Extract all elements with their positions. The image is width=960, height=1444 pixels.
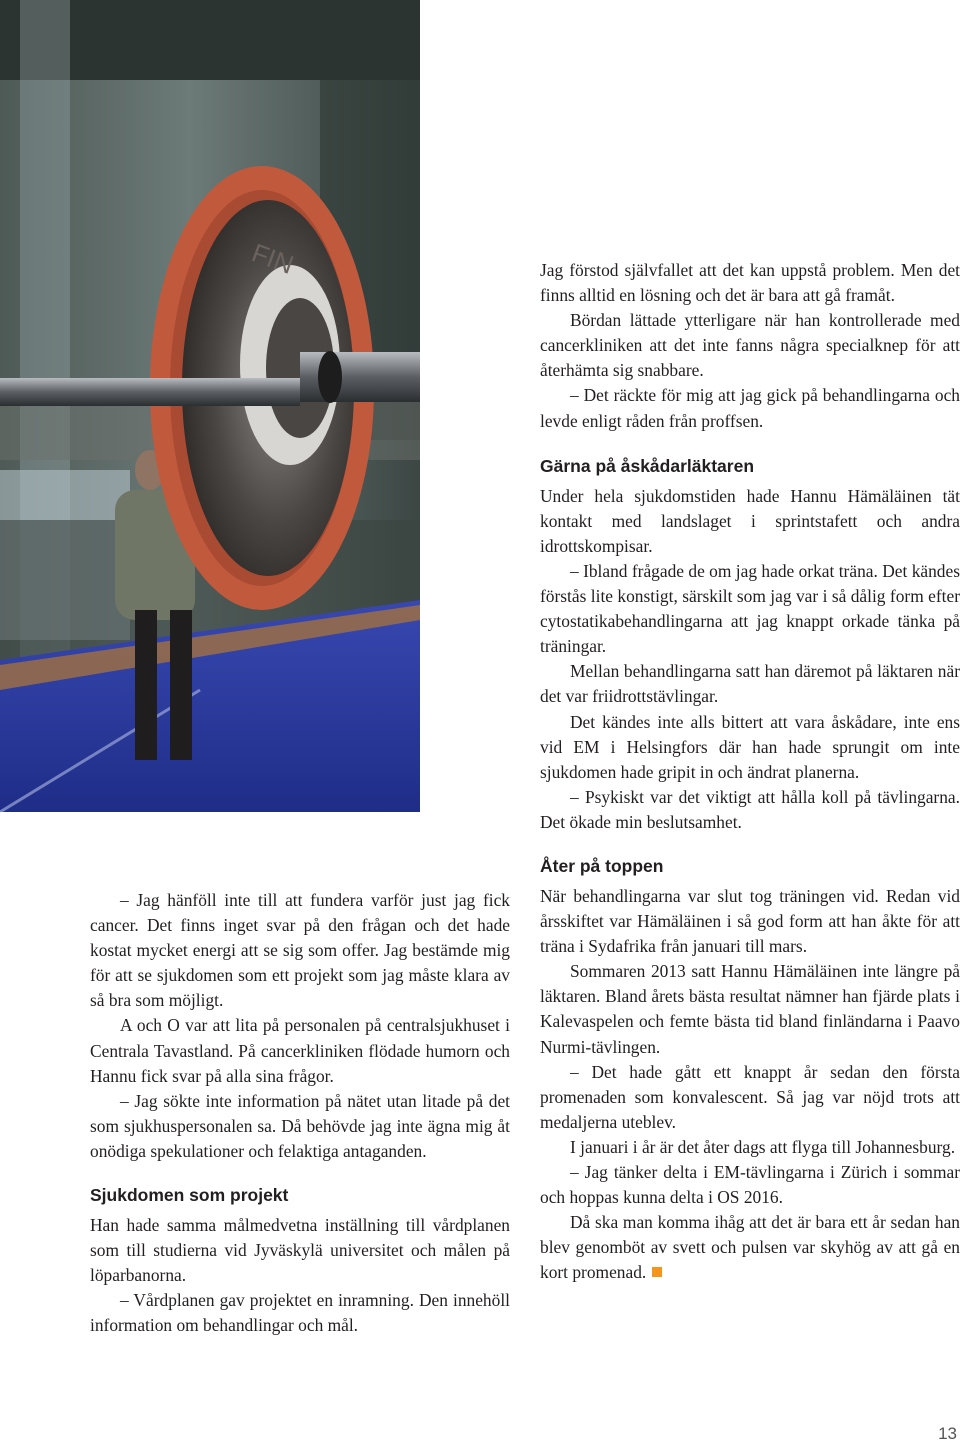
right-s2-paragraph-2: Sommaren 2013 satt Hannu Hämäläinen inte längre på läktaren. Bland årets bästa resultat nämner han fjärde plats i Kalevaspelen och femte bästa tid bland finländarna i Paavo Nurmi-tävlingen. — [540, 961, 960, 1057]
right-s1-paragraph-4: Det kändes inte alls bittert att vara åskådare, inte ens vid EM i Helsingfors där han hade sprungit om inte sjukdomen hade gripit in och ändrat planerna. — [540, 711, 960, 782]
plate-text: FIN — [247, 237, 298, 280]
right-intro-1: Jag förstod självfallet att det kan uppstå problem. Men det finns alltid en lösning och det är bara att gå framåt. — [540, 260, 960, 306]
left-paragraph-4: Han hade samma målmedvetna inställning till vårdplanen som till studierna vid Jyväskylä universitet och målen på löparbanorna. — [90, 1215, 510, 1286]
left-paragraph-3: – Jag sökte inte information på nätet utan litade på det som sjukhuspersonalen sa. Då behövde jag inte ägna mig åt onödiga spekulationer och felaktiga antaganden. — [90, 1090, 510, 1161]
end-square-icon — [652, 1267, 662, 1277]
right-s2-paragraph-6 — [540, 1210, 960, 1285]
right-s2-paragraph-5: – Jag tänker delta i EM-tävlingarna i Zürich i sommar och hoppas kunna delta i OS 2016. — [540, 1162, 960, 1208]
right-s1-paragraph-5: – Psykiskt var det viktigt att hålla koll på tävlingarna. Det ökade min beslutsamhet. — [540, 786, 960, 832]
right-intro-3: – Det räckte för mig att jag gick på behandlingarna och levde enligt råden från proffsen. — [540, 385, 960, 431]
right-s1-paragraph-3: Mellan behandlingarna satt han däremot på läktaren när det var friidrottstävlingar. — [540, 661, 960, 707]
right-s2-paragraph-1: När behandlingarna var slut tog träningen vid. Redan vid årsskiftet var Hämäläinen i så god form att han åkte för att träna i Sydafrika från januari till mars. — [540, 885, 960, 957]
right-s1-paragraph-1: Under hela sjukdomstiden hade Hannu Hämäläinen tät kontakt med landslaget i sprintstafett och andra idrottskompisar. — [540, 485, 960, 556]
page-number: 13 — [938, 1424, 957, 1443]
left-paragraph-1: – Jag hänföll inte till att fundera varför just jag fick cancer. Det finns inget svar på den frågan och det hade kostat mycket energi att se sig som offer. Jag bestämde mig för att se sjukdomen som ett projekt som jag måste klara av så bra som möjligt. — [90, 890, 510, 1011]
right-column — [540, 258, 960, 1285]
right-s2-paragraph-4: I januari i år är det åter dags att flyga till Johannesburg. — [570, 1136, 956, 1157]
section-heading-sjukdomen: Sjukdomen som projekt — [90, 1185, 289, 1206]
right-s1-paragraph-2: – Ibland frågade de om jag hade orkat träna. Det kändes förstås lite konstigt, särskilt som jag var i så dålig form efter cytostatikabehandlingarna att jag knappt orkade tänka på träningar. — [540, 560, 960, 657]
left-paragraph-2: A och O var att lita på personalen på centralsjukhuset i Centrala Tavastland. På cancerkliniken flödade humorn och Hannu fick svar på alla sina frågor. — [90, 1015, 510, 1086]
right-s2-paragraph-6-text: Då ska man komma ihåg att det är bara ett år sedan han blev genomböt av svett och pulsen var skyhög av att gå en kort promenad. — [540, 1212, 960, 1283]
right-intro-2: Bördan lättade ytterligare när han kontrollerade med cancerkliniken att det inte fanns några specialknep för att återhämta sig snabbare. — [540, 310, 960, 381]
barbell-photo — [0, 0, 420, 812]
section-heading-garna: Gärna på åskådarläktaren — [540, 455, 755, 476]
left-column — [90, 888, 510, 1339]
right-s2-paragraph-3: – Det hade gått ett knappt år sedan den första promenaden som konvalescent. Så jag var nöjd trots att medaljerna uteblev. — [540, 1061, 960, 1132]
left-paragraph-5: – Vårdplanen gav projektet en inramning. Den innehöll information om behandlingar och mål. — [90, 1290, 510, 1336]
section-heading-ater: Åter på toppen — [540, 855, 664, 876]
